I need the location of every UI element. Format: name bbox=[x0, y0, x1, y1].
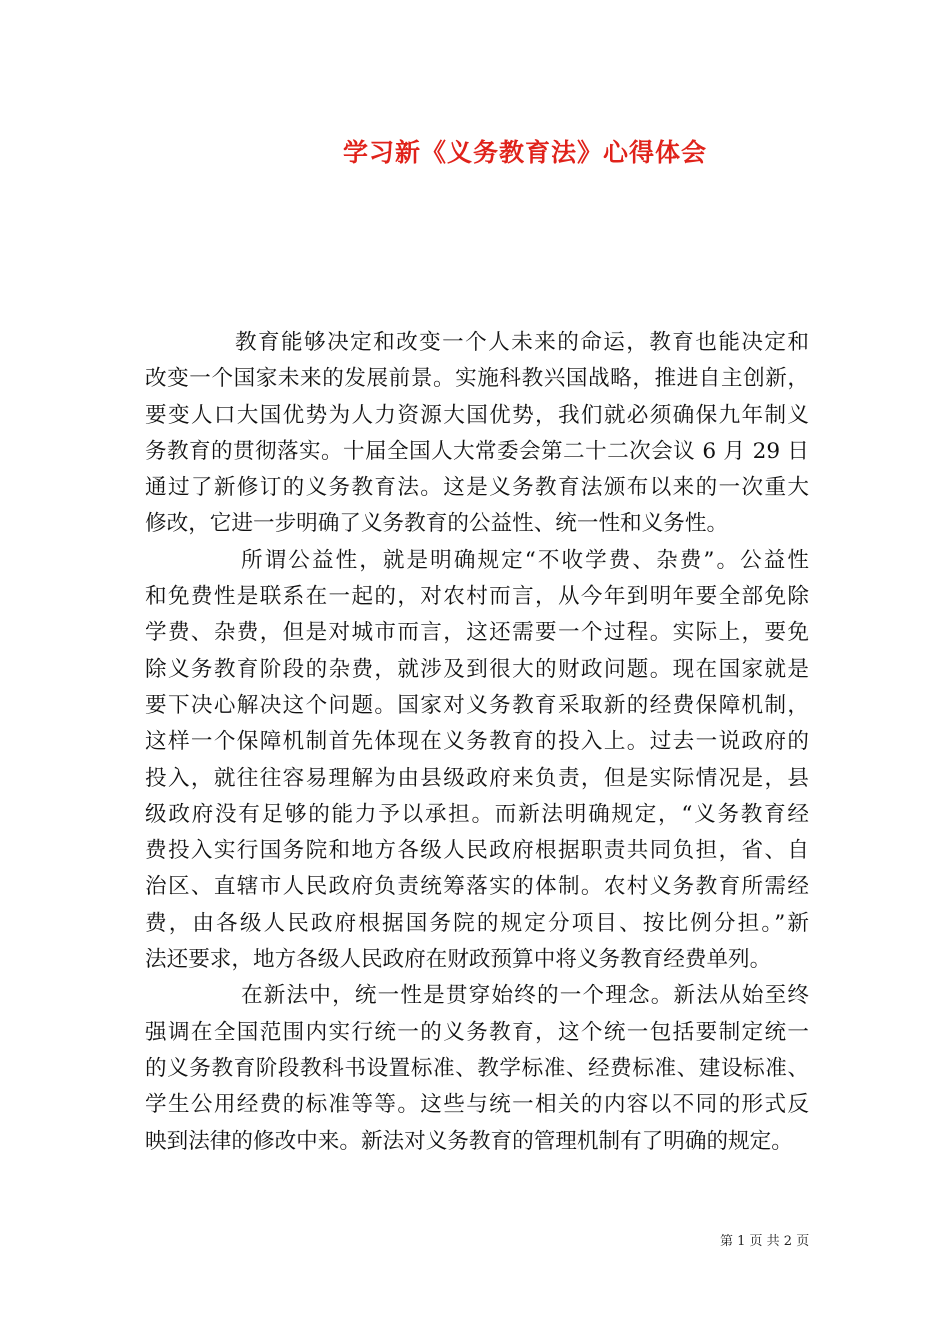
paragraph-2 bbox=[145, 543, 809, 979]
text-line: 级政府没有足够的能力予以承担。而新法明确规定，“义务教育经 bbox=[145, 801, 809, 827]
text-line: 学费、杂费，但是对城市而言，这还需要一个过程。实际上，要免 bbox=[145, 620, 809, 646]
text-line: 务教育的贯彻落实。十届全国人大常委会第二十二次会议 6 月 29 日 bbox=[145, 438, 809, 464]
text-line: 要变人口大国优势为人力资源大国优势，我们就必须确保九年制义 bbox=[145, 402, 809, 428]
paragraph-1 bbox=[145, 325, 809, 543]
page-number-footer: 第 1 页 共 2 页 bbox=[720, 1234, 810, 1249]
document-title: 学习新《义务教育法》心得体会 bbox=[342, 138, 707, 167]
text-line: 费投入实行国务院和地方各级人民政府根据职责共同负担，省、自 bbox=[145, 838, 809, 864]
text-line: 要下决心解决这个问题。国家对义务教育采取新的经费保障机制， bbox=[145, 692, 809, 718]
text-line: 所谓公益性，就是明确规定“不收学费、杂费”。公益性 bbox=[241, 547, 809, 573]
text-line: 投入，就往往容易理解为由县级政府来负责，但是实际情况是，县 bbox=[145, 765, 809, 791]
text-line: 和免费性是联系在一起的，对农村而言，从今年到明年要全部免除 bbox=[145, 584, 809, 610]
text-line: 这样一个保障机制首先体现在义务教育的投入上。过去一说政府的 bbox=[145, 729, 809, 755]
text-line: 费，由各级人民政府根据国务院的规定分项目、按比例分担。”新 bbox=[145, 910, 809, 936]
document-body bbox=[145, 325, 809, 1160]
text-line: 强调在全国范围内实行统一的义务教育，这个统一包括要制定统一 bbox=[145, 1019, 809, 1045]
text-line: 在新法中，统一性是贯穿始终的一个理念。新法从始至终 bbox=[241, 983, 809, 1009]
paragraph-3 bbox=[145, 978, 809, 1159]
text-line: 修改，它进一步明确了义务教育的公益性、统一性和义务性。 bbox=[145, 511, 729, 537]
text-line: 法还要求，地方各级人民政府在财政预算中将义务教育经费单列。 bbox=[145, 947, 772, 973]
text-line: 学生公用经费的标准等等。这些与统一相关的内容以不同的形式反 bbox=[145, 1092, 809, 1118]
text-line: 教育能够决定和改变一个人未来的命运，教育也能决定和 bbox=[235, 330, 809, 355]
text-line: 改变一个国家未来的发展前景。实施科教兴国战略，推进自主创新， bbox=[145, 366, 809, 392]
text-line: 的义务教育阶段教科书设置标准、教学标准、经费标准、建设标准、 bbox=[145, 1055, 809, 1081]
text-line: 除义务教育阶段的杂费，就涉及到很大的财政问题。现在国家就是 bbox=[145, 656, 809, 682]
text-line: 映到法律的修改中来。新法对义务教育的管理机制有了明确的规定。 bbox=[145, 1128, 793, 1154]
text-line: 通过了新修订的义务教育法。这是义务教育法颁布以来的一次重大 bbox=[145, 475, 809, 501]
text-line: 治区、直辖市人民政府负责统筹落实的体制。农村义务教育所需经 bbox=[145, 874, 809, 900]
